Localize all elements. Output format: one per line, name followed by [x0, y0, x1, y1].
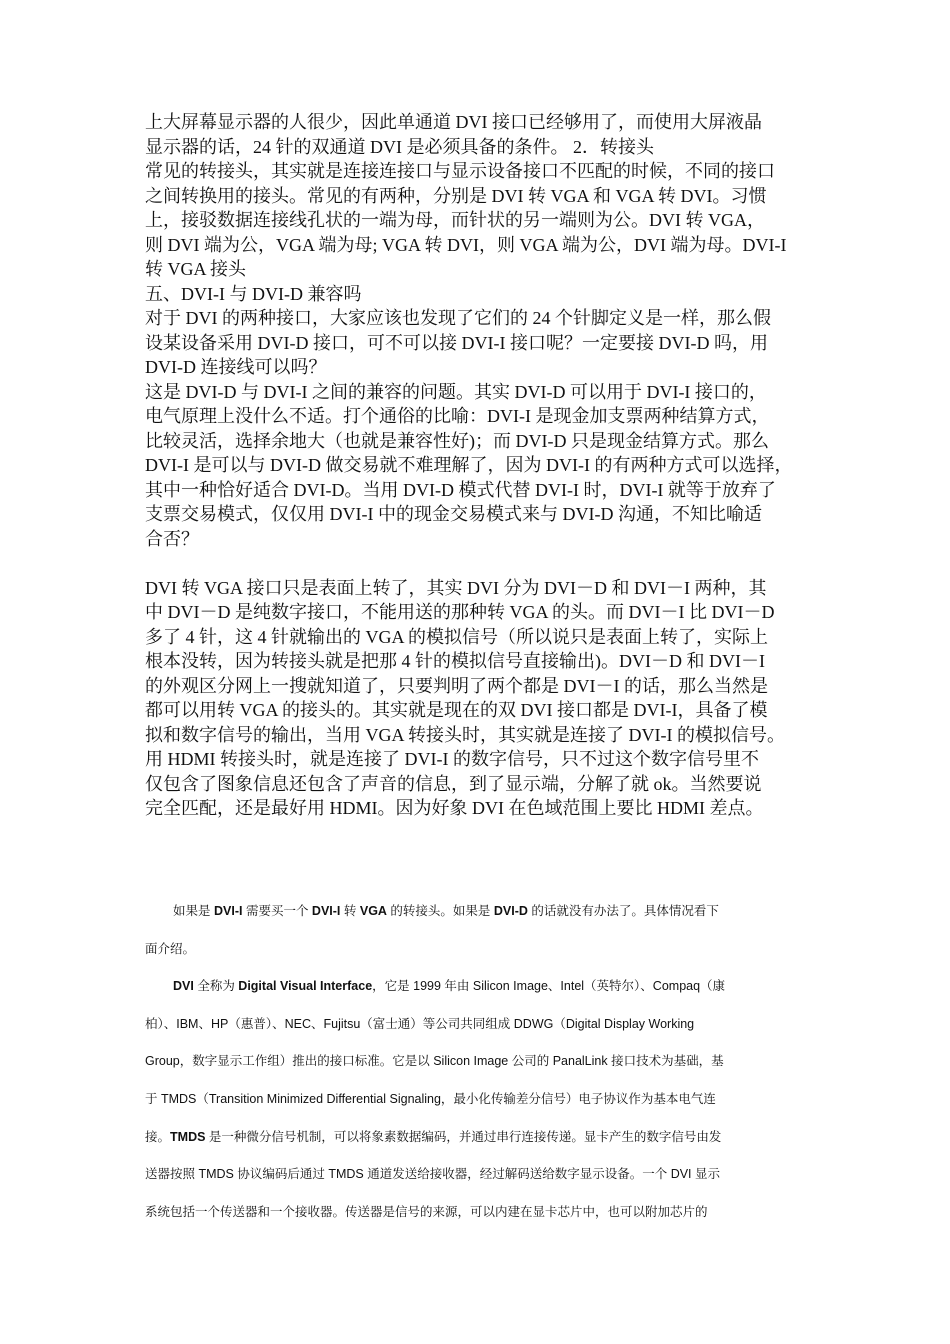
text-line: 中 DVI－D 是纯数字接口，不能用送的那种转 VGA 的头。而 DVI－I 比 DVI－D — [145, 602, 775, 622]
text-line: 上，接驳数据连接线孔状的一端为母，而针状的另一端则为公。DVI 转 VGA， — [145, 210, 765, 230]
text-line: 完全匹配，还是最好用 HDMI。因为好象 DVI 在色域范围上要比 HDMI 差点。 — [145, 798, 764, 818]
text-line: DVI-I 是可以与 DVI-D 做交易就不难理解了，因为 DVI-I 的有两种方式可以选择， — [145, 455, 793, 475]
text-line — [145, 1119, 810, 1157]
section-heading: 五、DVI-I 与 DVI-D 兼容吗 — [145, 283, 362, 304]
text-line: 合否？ — [145, 528, 199, 549]
paragraph-adapter-advice — [145, 893, 810, 968]
text-line: 柏）、IBM、HP（惠普）、NEC、Fujitsu（富士通）等公司共同组成 DDWG（Digital Display Working — [145, 1016, 695, 1031]
text-run: 的转接头。如果是 — [386, 904, 494, 918]
bold-term: Digital Visual Interface — [238, 979, 373, 994]
text-line: 电气原理上没什么不适。打个通俗的比喻：DVI-I 是现金加支票两种结算方式， — [145, 406, 770, 426]
text-line: 都可以用转 VGA 的接头的。其实就是现在的双 DVI 接口都是 DVI-I，具备了模 — [145, 700, 768, 720]
text-run: 全称为 — [193, 979, 239, 994]
text-line: 于 TMDS（Transition Minimized Differential Signaling，最小化传输差分信号）电子协议作为基本电气连 — [145, 1091, 716, 1106]
text-line: 系统包括一个传送器和一个接收器。传送器是信号的来源，可以内建在显卡芯片中，也可以附加芯片的 — [145, 1204, 708, 1219]
text-run: 如果是 — [173, 904, 214, 918]
text-line: 用 HDMI 转接头时，就是连接了 DVI-I 的数字信号，只不过这个数字信号里不 — [145, 749, 759, 769]
text-line: 比较灵活，选择余地大（也就是兼容性好)；而 DVI-D 只是现金结算方式。那么 — [145, 430, 769, 451]
bold-term: DVI-D — [493, 904, 528, 918]
text-run: 的话就没有办法了。具体情况看下 — [527, 904, 719, 918]
paragraph-dvi-definition — [145, 968, 810, 1006]
bold-term: DVI-I — [213, 904, 243, 918]
paragraph-single-dual-channel — [145, 110, 805, 159]
bold-term: DVI — [173, 979, 194, 994]
paragraph-adapters — [145, 159, 805, 282]
text-run: 转 — [340, 904, 360, 918]
text-run: ，它是 1999 年由 Silicon Image、Intel（英特尔）、Compaq（康 — [372, 979, 726, 994]
text-line: 转 VGA 接头 — [145, 259, 247, 279]
text-line: 设某设备采用 DVI-D 接口，可不可以接 DVI-I 接口呢？一定要接 DVI-D 吗，用 — [145, 332, 768, 353]
paragraph-dvi-definition-cont — [145, 1006, 810, 1232]
text-line: 上大屏幕显示器的人很少，因此单通道 DVI 接口已经够用了，而使用大屏液晶 — [145, 112, 762, 132]
text-line: 送器按照 TMDS 协议编码后通过 TMDS 通道发送给接收器，经过解码送给数字显示设备。一个 DVI 显示 — [145, 1167, 721, 1182]
text-line: 其中一种恰好适合 DVI-D。当用 DVI-D 模式代替 DVI-I 时，DVI-I 就等于放弃了 — [145, 479, 776, 500]
text-line: DVI 转 VGA 接口只是表面上转了，其实 DVI 分为 DVI－D 和 DVI－I 两种，其 — [145, 577, 767, 598]
text-line: 仅包含了图象信息还包含了声音的信息，到了显示端，分解了就 ok。当然要说 — [145, 773, 762, 794]
text-line: 显示器的话，24 针的双通道 DVI 是必须具备的条件。 2．转接头 — [145, 136, 654, 157]
text-line: 之间转换用的接头。常见的有两种，分别是 DVI 转 VGA 和 VGA 转 DVI。习惯 — [145, 185, 767, 206]
paragraph-question — [145, 306, 805, 380]
paragraph-dvi-to-vga — [145, 576, 805, 821]
text-line: 的外观区分网上一搜就知道了，只要判明了两个都是 DVI－I 的话，那么当然是 — [145, 675, 768, 696]
upper-text-block — [145, 110, 805, 821]
text-run: 面介绍。 — [145, 941, 196, 956]
paragraph-spacer — [145, 551, 805, 576]
text-run: 接。 — [145, 1129, 171, 1144]
text-line: 则 DVI 端为公，VGA 端为母; VGA 转 DVI，则 VGA 端为公，DVI 端为母。DVI-I — [145, 234, 787, 255]
text-run: 是一种微分信号机制，可以将象素数据编码，并通过串行连接传递。显卡产生的数字信号由发 — [205, 1129, 722, 1144]
text-line: 多了 4 针，这 4 针就输出的 VGA 的模拟信号（所以说只是表面上转了，实际上 — [145, 626, 769, 647]
text-line: 拟和数字信号的输出，当用 VGA 转接头时，其实就是连接了 DVI-I 的模拟信号。 — [145, 724, 785, 745]
text-line: 对于 DVI 的两种接口，大家应该也发现了它们的 24 个针脚定义是一样，那么假 — [145, 308, 771, 328]
text-line: Group，数字显示工作组）推出的接口标准。它是以 Silicon Image 公司的 PanalLink 接口技术为基础，基 — [145, 1054, 724, 1069]
bold-term: VGA — [359, 904, 387, 918]
text-line: DVI-D 连接线可以吗？ — [145, 357, 327, 377]
lower-text-block — [145, 893, 810, 1231]
bold-term: TMDS — [170, 1129, 206, 1144]
paragraph-compatibility — [145, 380, 805, 552]
text-line: 这是 DVI-D 与 DVI-I 之间的兼容的问题。其实 DVI-D 可以用于 DVI-I 接口的， — [145, 381, 767, 402]
bold-term: DVI-I — [311, 904, 341, 918]
text-line: 常见的转接头，其实就是连接连接口与显示设备接口不匹配的时候，不同的接口 — [145, 161, 775, 181]
text-line: 根本没转，因为转接头就是把那 4 针的模拟信号直接输出)。DVI－D 和 DVI－I — [145, 651, 765, 671]
text-run: 需要买一个 — [242, 904, 312, 918]
text-line: 支票交易模式，仅仅用 DVI-I 中的现金交易模式来与 DVI-D 沟通，不知比喻适 — [145, 504, 762, 524]
